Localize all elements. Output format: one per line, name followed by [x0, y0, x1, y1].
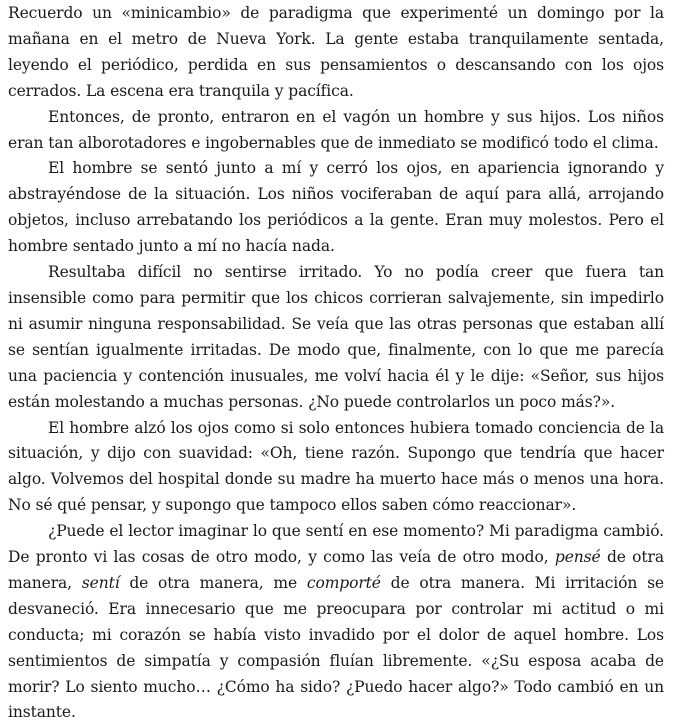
- paragraph-2-text: Entonces, de pronto, entraron en el vagón un hombre y sus hijos. Los niños eran tan alborotadores e ingobernables que de inmediato se modificó todo el clima.: [8, 107, 664, 152]
- paragraph-6-text: de otra manera,: [8, 548, 664, 592]
- paragraph-2: [8, 105, 664, 157]
- paragraph-5: [8, 416, 664, 520]
- paragraph-4-text: Resultaba difícil no sentirse irritado. Yo no podía creer que fuera tan insensible como para permitir que los chicos corrieran salvajemente, sin impedirlo ni asumir ninguna responsabilidad. Se veía que las otras personas que estaban allí se sentían igualmente irritadas. De modo que, finalmente, con lo que me parecía una paciencia y contención inusuales, me volví hacia él y le dije: «Señor, sus hijos están molestando a muchas personas. ¿No puede controlarlos un poco más?».: [8, 263, 664, 411]
- emphasis-senti: sentí: [81, 573, 120, 592]
- paragraph-4: [8, 260, 664, 415]
- paragraph-1: [8, 1, 664, 105]
- paragraph-1-text: Recuerdo un «minicambio» de paradigma que experimenté un domingo por la mañana en el metro de Nueva York. La gente estaba tranquilamente sentada, leyendo el periódico, perdida en sus pensamientos o descansando con los ojos cerrados. La escena era tranquila y pacífica.: [8, 4, 664, 100]
- paragraph-6-text: ¿Puede el lector imaginar lo que sentí en ese momento? Mi paradigma cambió. De pronto vi las cosas de otro modo, y como las veía de otro modo,: [8, 522, 664, 567]
- paragraph-3-text: El hombre se sentó junto a mí y cerró los ojos, en apariencia ignorando y abstrayéndose de la situación. Los niños vociferaban de aquí para allá, arrojando objetos, incluso arrebatando los periódicos a la gente. Eran muy molestos. Pero el hombre sentado junto a mí no hacía nada.: [8, 159, 664, 256]
- emphasis-comporte: comporté: [306, 573, 381, 592]
- paragraph-5-text: El hombre alzó los ojos como si solo entonces hubiera tomado conciencia de la situación, y dijo con suavidad: «Oh, tiene razón. Supongo que tendría que hacer algo. Volvemos del hospital donde su madre ha muerto hace más o menos una hora. No sé qué pensar, y supongo que tampoco ellos saben cómo reaccionar».: [8, 418, 664, 515]
- paragraph-3: [8, 156, 664, 260]
- paragraph-6-text: de otra manera, me: [119, 573, 307, 592]
- emphasis-pense: pensé: [554, 548, 601, 567]
- paragraph-6-text: de otra manera. Mi irritación se desvaneció. Era innecesario que me preocupara por controlar mi actitud o mi conducta; mi corazón se había visto invadido por el dolor de aquel hombre. Los sentimientos de simpatía y compasión fluían libremente. «¿Su esposa acaba de morir? Lo siento mucho… ¿Cómo ha sido? ¿Puedo hacer algo?» Todo cambió en un instante.: [8, 573, 664, 722]
- paragraph-6: [8, 519, 664, 726]
